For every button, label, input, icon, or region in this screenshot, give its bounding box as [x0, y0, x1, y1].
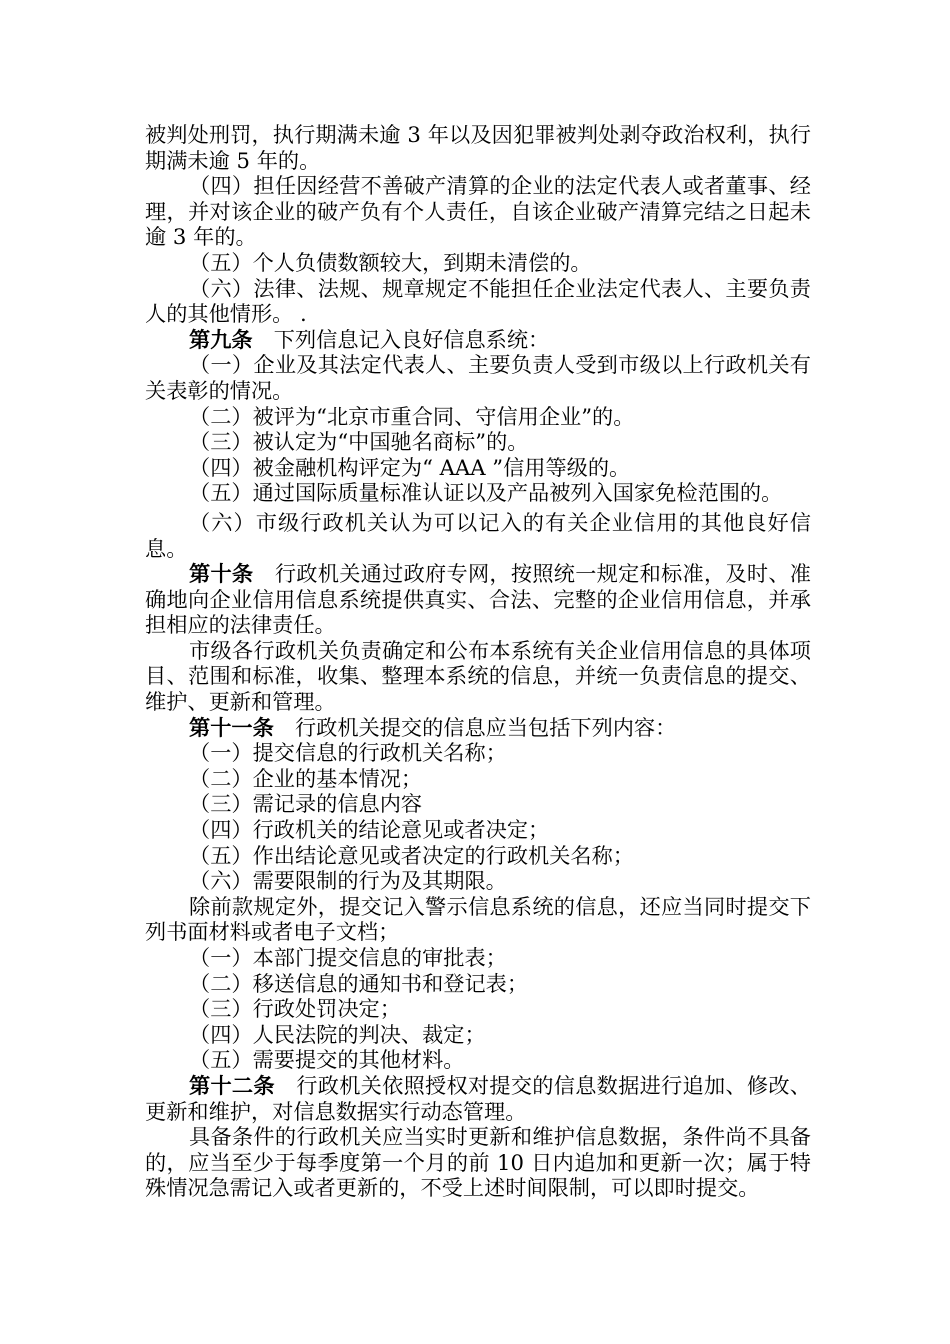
paragraph	[145, 404, 811, 430]
paragraph-text: （二）企业的基本情况；	[189, 765, 423, 791]
paragraph-text: 行政机关依照授权对提交的信息数据进行追加、修改、更新和维护，对信息数据实行动态管理。	[145, 1072, 811, 1124]
paragraph	[145, 791, 811, 817]
paragraph-text: （四）人民法院的判决、裁定；	[189, 1021, 486, 1047]
document-body	[145, 122, 811, 1201]
paragraph-text: （一）本部门提交信息的审批表；	[189, 945, 507, 970]
paragraph	[145, 455, 811, 481]
paragraph-text: （六）需要限制的行为及其期限。	[189, 868, 507, 894]
paragraph-text: （二）移送信息的通知书和登记表；	[189, 970, 529, 996]
paragraph-text: （五）需要提交的其他材料。	[189, 1047, 465, 1073]
paragraph	[145, 480, 811, 506]
paragraph-text: 除前款规定外，提交记入警示信息系统的信息，还应当同时提交下列书面材料或者电子文档；	[145, 893, 811, 945]
paragraph	[145, 766, 811, 792]
paragraph-text: （二）被评为“北京市重合同、守信用企业”的。	[189, 403, 635, 429]
paragraph-text: （四）行政机关的结论意见或者决定；	[189, 817, 550, 843]
paragraph	[145, 276, 811, 327]
paragraph-text: 下列信息记入良好信息系统：	[273, 326, 550, 352]
article-number: 第九条	[189, 326, 253, 352]
paragraph-text: 具备条件的行政机关应当实时更新和维护信息数据，条件尚不具备的，应当至少于每季度第一个月的前 10 日内追加和更新一次；属于特殊情况急需记入或者更新的，不受上述时间限制，可以即时提交。	[145, 1124, 811, 1201]
paragraph	[145, 740, 811, 766]
article-number: 第十一条	[189, 714, 274, 740]
paragraph-text: （五）个人负债数额较大，到期未清偿的。	[189, 249, 592, 275]
paragraph	[145, 1047, 811, 1073]
paragraph	[145, 868, 811, 894]
article-paragraph	[145, 327, 811, 353]
paragraph-text: （五）作出结论意见或者决定的行政机关名称；	[189, 842, 634, 868]
paragraph	[145, 352, 811, 403]
article-paragraph	[145, 715, 811, 741]
paragraph	[145, 996, 811, 1022]
paragraph-text: （六）法律、法规、规章规定不能担任企业法定代表人、主要负责人的其他情形。 .	[145, 275, 811, 327]
paragraph	[145, 122, 811, 173]
article-number: 第十条	[189, 561, 254, 587]
paragraph	[145, 945, 811, 971]
paragraph-text: （五）通过国际质量标准认证以及产品被列入国家免检范围的。	[189, 480, 783, 506]
paragraph-text: （六）市级行政机关认为可以记入的有关企业信用的其他良好信息。	[145, 509, 811, 561]
paragraph	[145, 173, 811, 250]
paragraph-text: （一）提交信息的行政机关名称；	[189, 740, 507, 766]
paragraph-text: （三）被认定为“中国驰名商标”的。	[189, 429, 529, 455]
article-paragraph	[145, 1073, 811, 1124]
article-number: 第十二条	[189, 1072, 275, 1098]
paragraph-text: （一）企业及其法定代表人、主要负责人受到市级以上行政机关有关表彰的情况。	[145, 352, 811, 403]
paragraph-text: 市级各行政机关负责确定和公布本系统有关企业信用信息的具体项目、范围和标准，收集、整理本系统的信息，并统一负责信息的提交、维护、更新和管理。	[145, 637, 811, 715]
paragraph	[145, 843, 811, 869]
paragraph	[145, 894, 811, 945]
article-paragraph	[145, 561, 811, 638]
paragraph	[145, 971, 811, 997]
paragraph-text: （四）被金融机构评定为“ AAA ”信用等级的。	[189, 454, 631, 480]
paragraph-text: 行政机关提交的信息应当包括下列内容：	[294, 714, 677, 740]
paragraph-text: 被判处刑罚，执行期满未逾 3 年以及因犯罪被判处剥夺政治权利，执行期满未逾 5 年的。	[145, 122, 811, 173]
paragraph	[145, 638, 811, 715]
paragraph	[145, 1124, 811, 1201]
paragraph	[145, 1022, 811, 1048]
paragraph	[145, 510, 811, 561]
paragraph-text: 行政机关通过政府专网，按照统一规定和标准，及时、准确地向企业信用信息系统提供真实、合法、完整的企业信用信息，并承担相应的法律责任。	[145, 561, 811, 638]
paragraph	[145, 817, 811, 843]
paragraph-text: （三）需记录的信息内容	[189, 791, 423, 817]
paragraph-text: （三）行政处罚决定；	[189, 996, 401, 1022]
paragraph-text: （四）担任因经营不善破产清算的企业的法定代表人或者董事、经理，并对该企业的破产负有个人责任，自该企业破产清算完结之日起未逾 3 年的。	[145, 173, 811, 250]
paragraph	[145, 429, 811, 455]
paragraph	[145, 250, 811, 276]
